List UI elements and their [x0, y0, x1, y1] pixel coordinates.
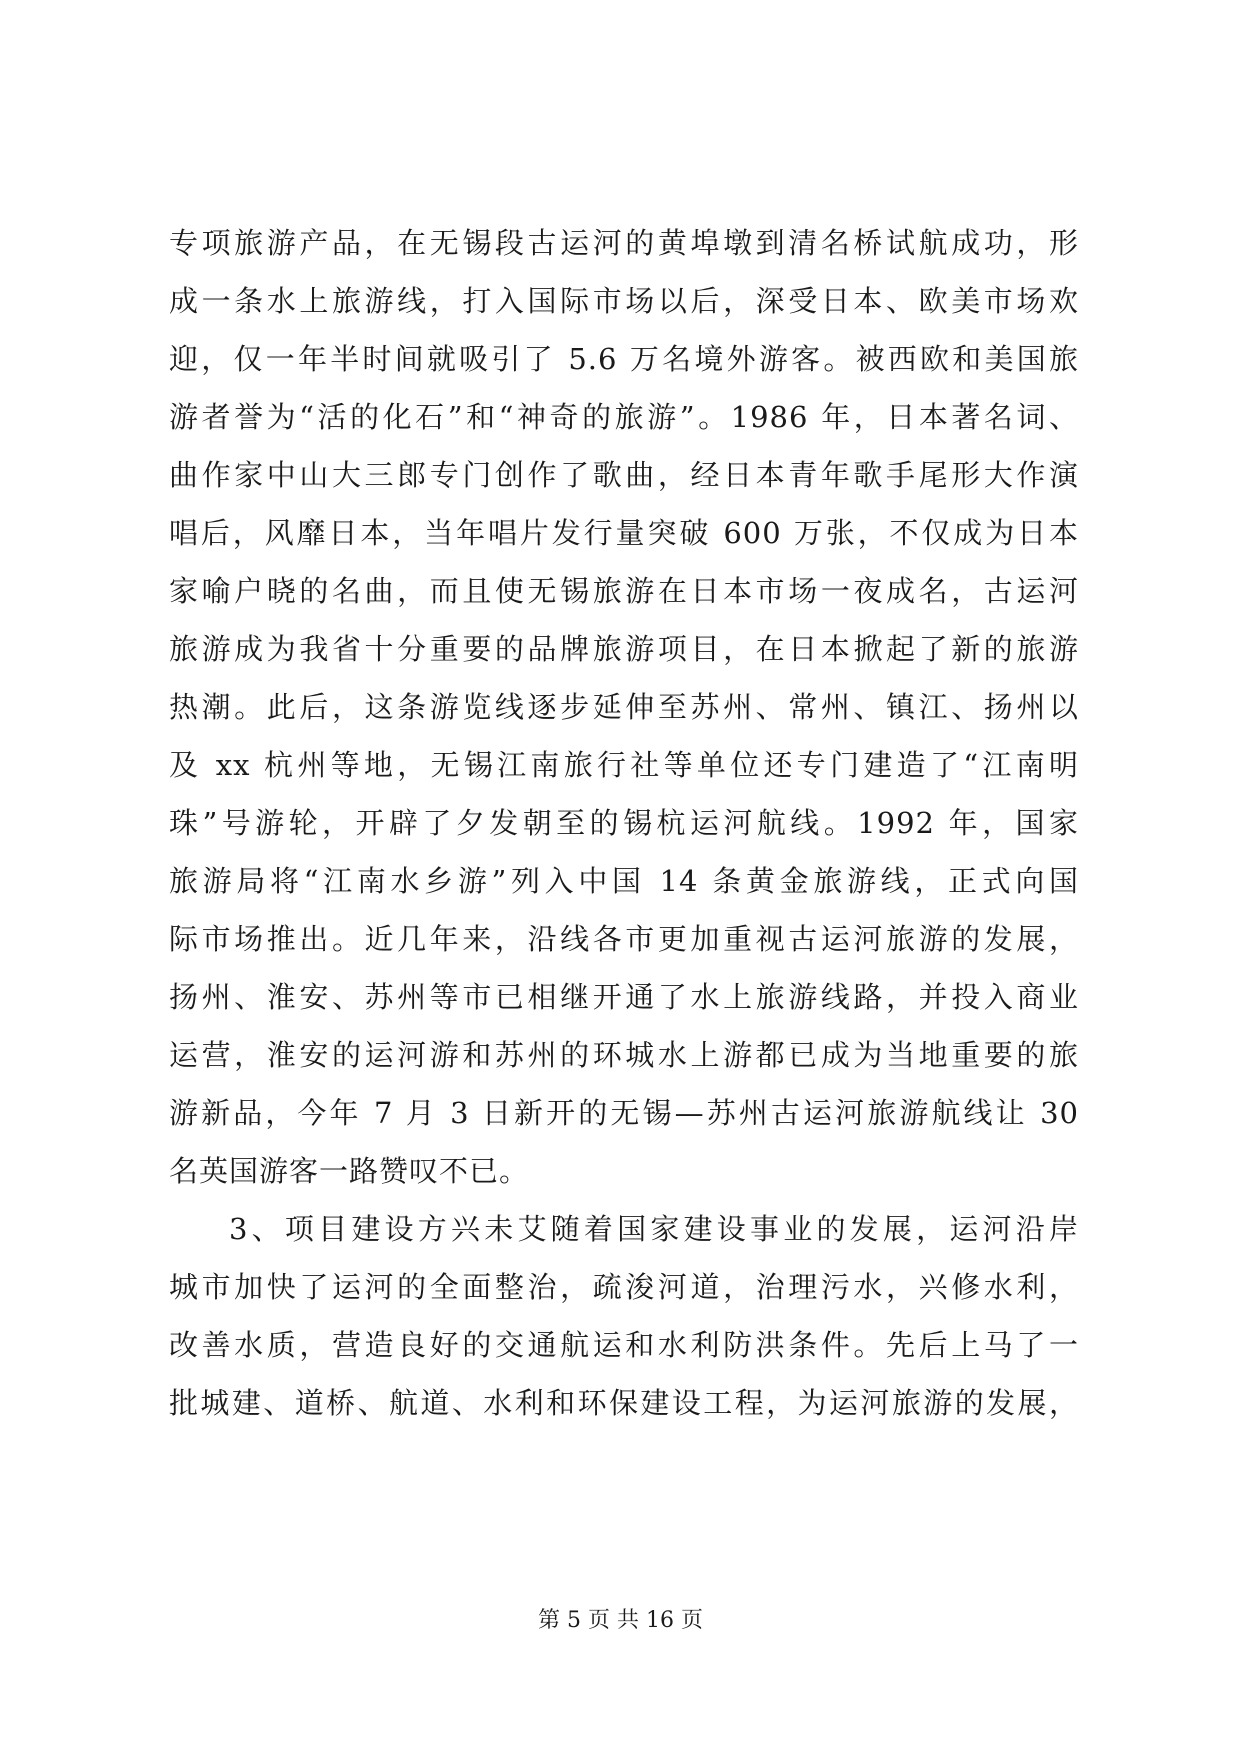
body-line: 游者誉为“活的化石”和“神奇的旅游”。1986 年，日本著名词、: [169, 400, 1079, 434]
body-line: 改善水质，营造良好的交通航运和水利防洪条件。先后上马了一: [169, 1328, 1079, 1362]
page-number: 第 5 页 共 16 页: [538, 1608, 703, 1633]
body-line: 名英国游客一路赞叹不已。: [169, 1154, 530, 1188]
body-line: 运营，淮安的运河游和苏州的环城水上游都已成为当地重要的旅: [169, 1038, 1079, 1072]
body-line: 家喻户晓的名曲，而且使无锡旅游在日本市场一夜成名，古运河: [169, 574, 1079, 608]
body-line: 批城建、道桥、航道、水利和环保建设工程，为运河旅游的发展，: [169, 1386, 1079, 1420]
body-line: 曲作家中山大三郎专门创作了歌曲，经日本青年歌手尾形大作演: [169, 458, 1079, 492]
body-line: 游新品，今年 7 月 3 日新开的无锡—苏州古运河旅游航线让 30: [169, 1096, 1079, 1130]
body-line: 旅游成为我省十分重要的品牌旅游项目，在日本掀起了新的旅游: [169, 632, 1079, 666]
body-line: 迎，仅一年半时间就吸引了 5.6 万名境外游客。被西欧和美国旅: [169, 342, 1079, 376]
body-line: 3、项目建设方兴未艾随着国家建设事业的发展，运河沿岸: [229, 1212, 1079, 1246]
body-line: 及 xx 杭州等地，无锡江南旅行社等单位还专门建造了“江南明: [169, 748, 1079, 782]
body-line: 唱后，风靡日本，当年唱片发行量突破 600 万张，不仅成为日本: [169, 516, 1079, 550]
body-line: 珠”号游轮，开辟了夕发朝至的锡杭运河航线。1992 年，国家: [169, 806, 1079, 840]
body-line: 旅游局将“江南水乡游”列入中国 14 条黄金旅游线，正式向国: [169, 864, 1079, 898]
body-line: 扬州、淮安、苏州等市已相继开通了水上旅游线路，并投入商业: [169, 980, 1079, 1014]
body-line: 城市加快了运河的全面整治，疏浚河道，治理污水，兴修水利，: [169, 1270, 1079, 1304]
body-line: 热潮。此后，这条游览线逐步延伸至苏州、常州、镇江、扬州以: [169, 690, 1079, 724]
body-line: 际市场推出。近几年来，沿线各市更加重视古运河旅游的发展，: [169, 922, 1079, 956]
body-line: 成一条水上旅游线，打入国际市场以后，深受日本、欧美市场欢: [169, 284, 1079, 318]
body-line: 专项旅游产品，在无锡段古运河的黄埠墩到清名桥试航成功，形: [169, 226, 1079, 260]
